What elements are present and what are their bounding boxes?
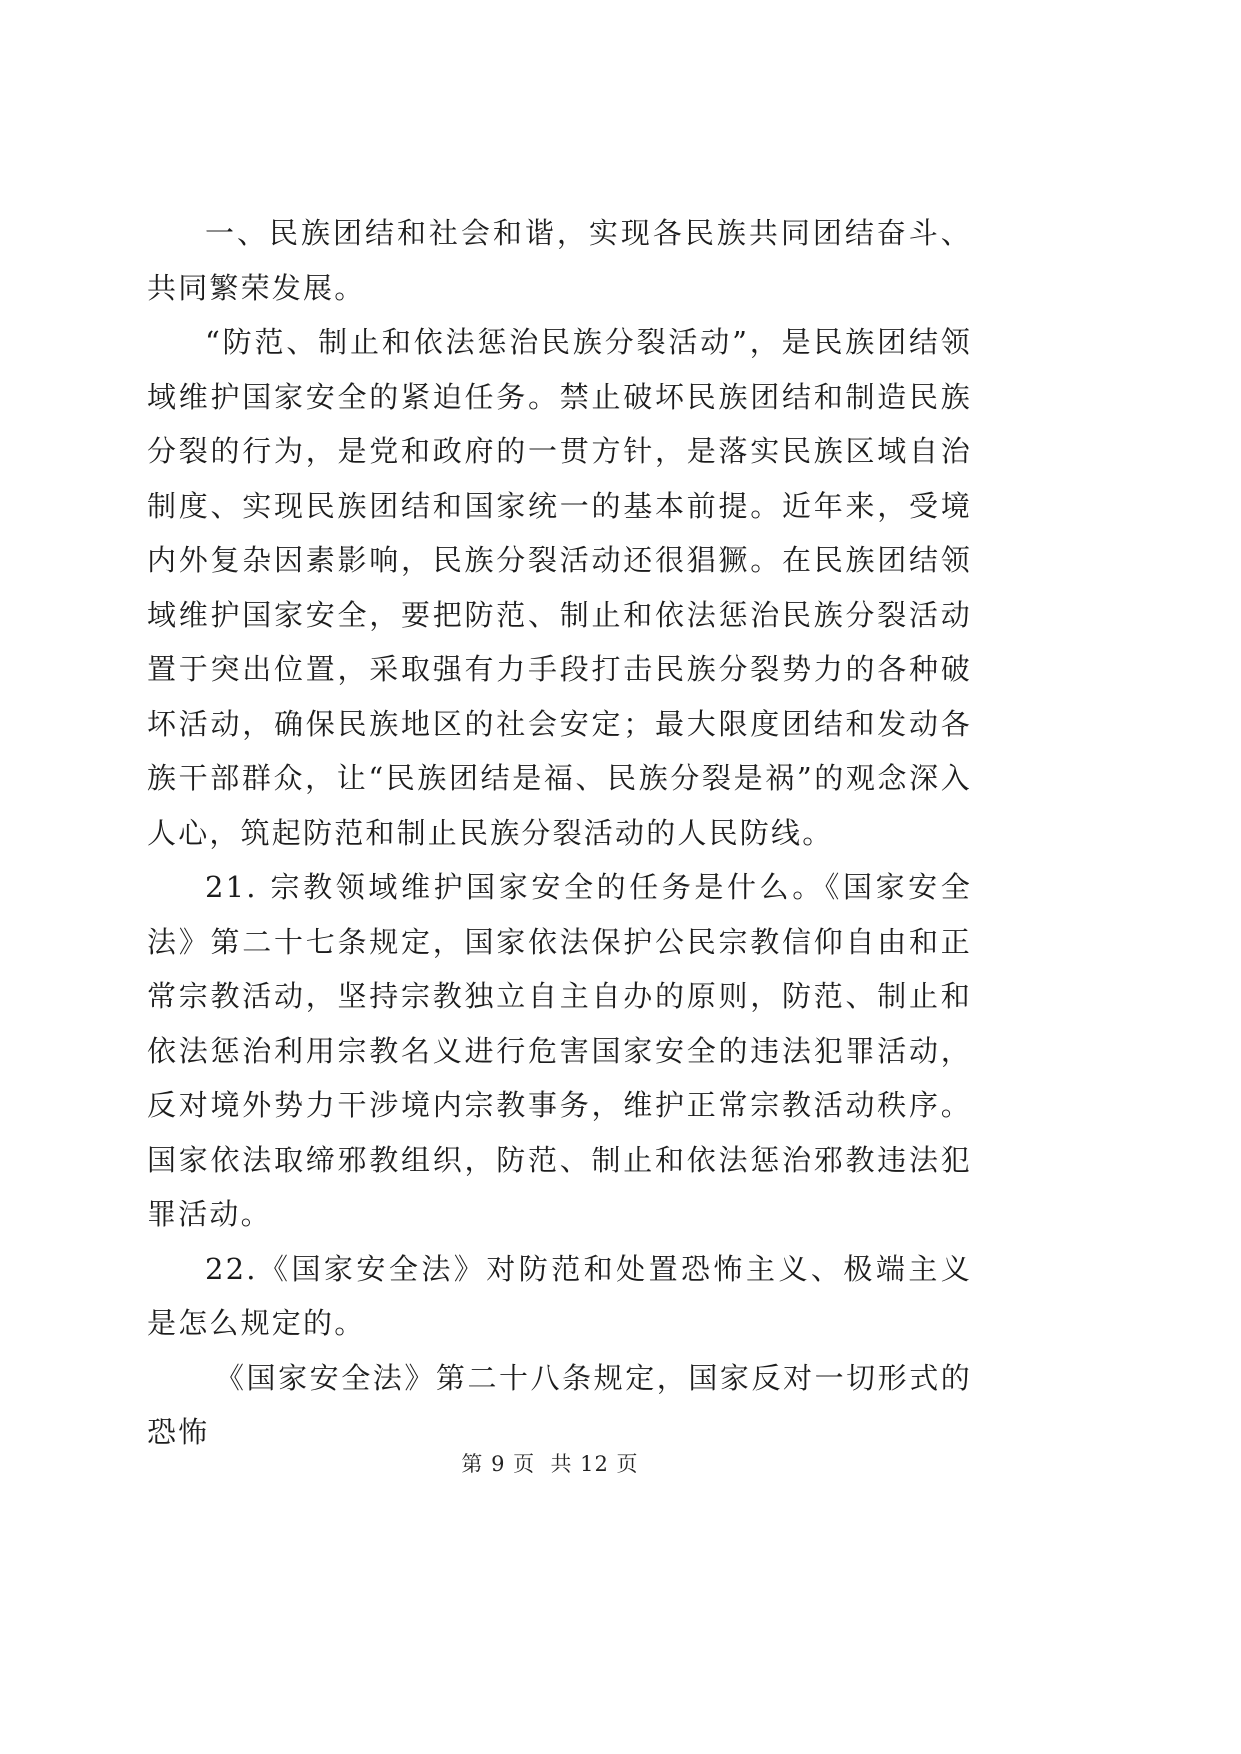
paragraph-article-28: 《国家安全法》第二十八条规定，国家反对一切形式的恐怖 bbox=[147, 1360, 972, 1449]
paragraph-ethnic-separatism: “防范、制止和依法惩治民族分裂活动”，是民族团结领域维护国家安全的紧迫任务。禁止破坏民族团结和制造民族分裂的行为，是党和政府的一贯方针，是落实民族区域自治制度、实现民族团结和国家统一的基本前提。近年来，受境内外复杂因素影响，民族分裂活动还很猖獗。在民族团结领域维护国家安全，要把防范、制止和依法惩治民族分裂活动置于突出位置，采取强有力手段打击民族分裂势力的各种破坏活动，确保民族地区的社会安定；最大限度团结和发动各族干部群众，让“民族团结是福、民族分裂是祸”的观念深入人心，筑起防范和制止民族分裂活动的人民防线。 bbox=[147, 325, 972, 850]
page-footer bbox=[0, 1448, 1100, 1478]
document-body bbox=[147, 206, 972, 1460]
paragraph-question-21: 21. 宗教领域维护国家安全的任务是什么。《国家安全法》第二十七条规定，国家依法保护公民宗教信仰自由和正常宗教活动，坚持宗教独立自主自办的原则，防范、制止和依法惩治利用宗教名义进行危害国家安全的违法犯罪活动，反对境外势力干涉境内宗教事务，维护正常宗教活动秩序。国家依法取缔邪教组织，防范、制止和依法惩治邪教违法犯罪活动。 bbox=[147, 870, 972, 1231]
page-number-label: 第 9 页 共 12 页 bbox=[461, 1452, 639, 1476]
paragraph-ethnic-unity-heading: 一、民族团结和社会和谐，实现各民族共同团结奋斗、共同繁荣发展。 bbox=[147, 216, 972, 305]
paragraph-question-22: 22.《国家安全法》对防范和处置恐怖主义、极端主义是怎么规定的。 bbox=[147, 1251, 972, 1340]
